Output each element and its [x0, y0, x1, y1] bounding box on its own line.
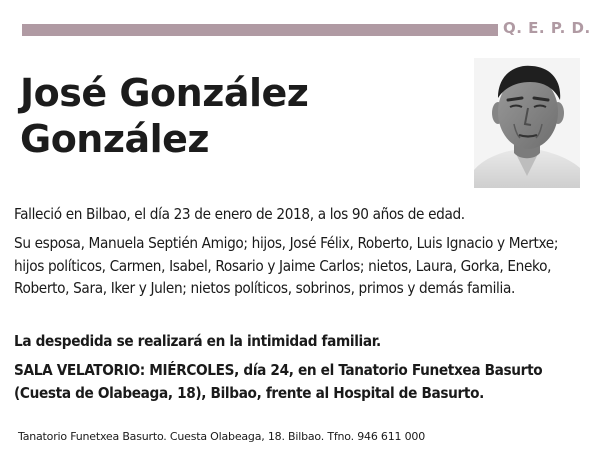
portrait-image [474, 58, 580, 188]
name-line-2: González [20, 117, 210, 161]
family-paragraph: Su esposa, Manuela Septién Amigo; hijos, José Félix, Roberto, Luis Ignacio y Mertxe; hijos políticos, Carmen, Isabel, Rosario y Jaime Carlos; nietos, Laura, Gorka, Eneko, Roberto, Sara, Iker y Julen; nietos políticos, sobrinos, primos y demás familia. [14, 234, 559, 297]
funeral-home-footer: Tanatorio Funetxea Basurto. Cuesta Olabeaga, 18. Bilbao. Tfno. 946 611 000 [18, 430, 426, 443]
qepd-label: Q. E. P. D. [503, 19, 591, 37]
portrait-photo [474, 58, 580, 188]
name-line-1: José González [20, 71, 309, 115]
deceased-name [20, 70, 460, 162]
wake-paragraph: SALA VELATORIO: MIÉRCOLES, día 24, en el Tanatorio Funetxea Basurto (Cuesta de Olabeaga, 18), Bilbao, frente al Hospital de Basurto. [14, 361, 543, 402]
header-rule [22, 24, 498, 36]
farewell-paragraph: La despedida se realizará en la intimidad familiar. [14, 332, 381, 350]
death-paragraph: Falleció en Bilbao, el día 23 de enero de 2018, a los 90 años de edad. [14, 205, 465, 223]
